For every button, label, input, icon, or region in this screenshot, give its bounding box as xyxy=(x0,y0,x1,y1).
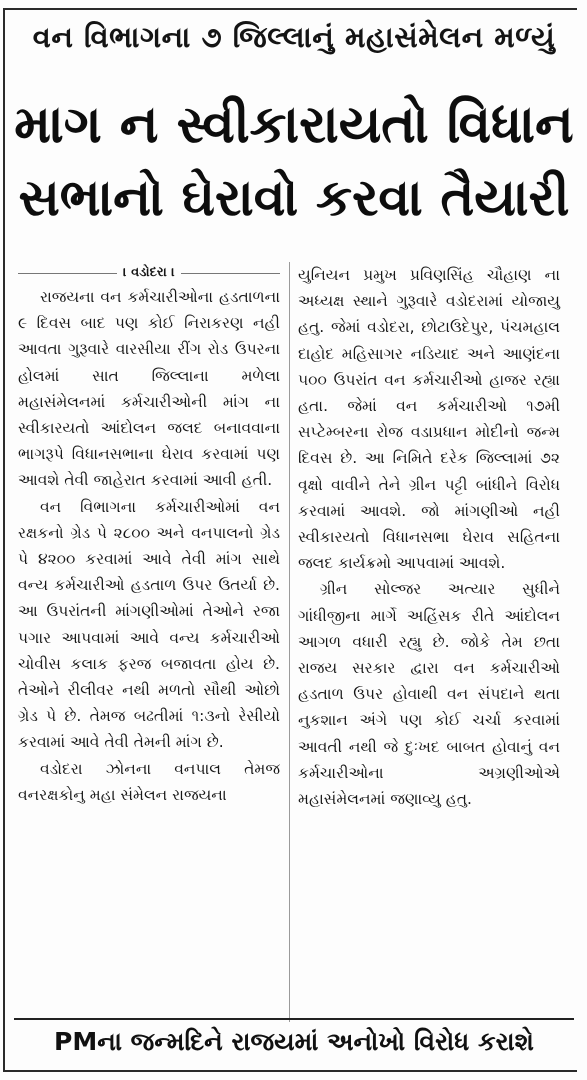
headline-line-1: માગ ન સ્વીકારાયતો વિધાન xyxy=(14,95,574,155)
left-column xyxy=(18,262,280,808)
left-paragraph-2: વન વિભાગના કર્મચારીઓમાં વન રક્ષકનો ગ્રેડ પે ૨૮૦૦ અને વનપાલનો ગ્રેડ પે ૪૨૦૦ કરવામાં આવે તેવી માંગ સાથે વન્ય કર્મચારીઓ હડતાળ ઉપર ઉતર્યા છે. આ ઉપરાંતની માંગણીઓમાં તેઓને રજા પગાર આપવામાં આવે વન્ય કર્મચારીઓ ચોવીસ કલાક ફરજ બજાવતા હોય છે. તેઓને રીલીવર નથી મળતો સૌથી ઓછો ગ્રેડ પે છે. તેમજ બઢતીમાં ૧:૩નો રેસીયો કરવામાં આવે તેવી તેમની માંગ છે. xyxy=(18,497,280,752)
right-column xyxy=(298,262,560,812)
right-paragraph-2: ગ્રીન સોલ્જર અત્યાર સુધીને ગાંધીજીના માર્ગે અહિંસક રીતે આંદોલન આગળ વધારી રહ્યુ છે. જોકે તેમ છતા રાજય સરકાર દ્વારા વન કર્મચારીઓ હડતાળ ઉપર હોવાથી વન સંપદાને થતા નુકશાન અંગે પણ કોઈ ચર્ચા કરવામાં આવતી નથી જે દુઃખદ બાબત હોવાનું વન કર્મચારીઓના અગ્રણીઓએ મહાસંમેલનમાં જણાવ્યુ હતુ. xyxy=(298,580,560,809)
subhead-rule xyxy=(14,1018,574,1020)
dateline xyxy=(18,262,280,284)
right-paragraph-1: યુનિયન પ્રમુખ પ્રવિણસિંહ ચૌહાણ ના અધ્યક્ષ સ્થાને ગુરૂવારે વડોદરામાં યોજાયુ હતુ. જેમાં વડોદરા, છોટાઉદેપુર, પંચમહાલ દાહોદ મહિસાગર નડિયાદ અને આણંદના ૫૦૦ ઉપરાંત વન કર્મચારીઓ હાજર રહ્યા હતા. જેમાં વન કર્મચારીઓ ૧૭મી સપ્ટેમ્બરના રોજ વડાપ્રધાન મોદીનો જન્મ દિવસ છે. આ નિમિતે દરેક જિલ્લામાં ૭૨ વૃક્ષો વાવીને તેને ગ્રીન પટ્ટી બાંધીને વિરોધ કરવામાં આવશે. જો માંગણીઓ નહી સ્વીકારયતો વિધાનસભા ઘેરાવ સહિતના જલદ કાર્યક્રમો આપવામાં આવશે. xyxy=(298,266,560,573)
column-divider xyxy=(289,262,290,1022)
headline-line-2: સભાનો ઘેરાવો કરવા તૈયારી xyxy=(18,169,570,228)
dateline-text: । વડોદરા । xyxy=(117,265,181,280)
left-paragraph-3: વડોદરા ઝોનના વનપાલ તેમજ વનરક્ષકોનુ મહા સંમેલન રાજયના xyxy=(18,759,280,804)
left-paragraph-1: રાજયના વન કર્મચારીઓના હડતાળના ૯ દિવસ બાદ પણ કોઈ નિરાકરણ નહી આવતા ગુરૂવારે વારસીયા રીંગ રોડ ઉપરના હોલમાં સાત જિલ્લાના મળેલા મહાસંમેલનમાં કર્મચારીઓની માંગ ના સ્વીકારયતો આંદોલન જલદ બનાવવાના ભાગરૂપે વિધાનસભાના ઘેરાવ કરવામાં પણ આવશે તેવી જાહેરાત કરવામાં આવી હતી. xyxy=(18,288,280,490)
subheadline: PMના જન્મદિને રાજયમાં અનોખો વિરોધ કરાશે xyxy=(54,1027,534,1056)
kicker-line: વન વિભાગના ૭ જિલ્લાનું મહાસંમેલન મળ્યું xyxy=(32,20,556,54)
